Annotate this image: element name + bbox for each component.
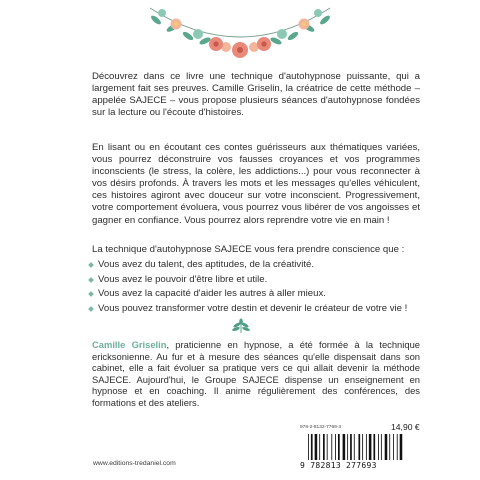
bullets-lead: La technique d'autohypnose SAJECE vous fera prendre conscience que : [92,244,405,255]
list-item: Vous pouvez transformer votre destin et devenir le créateur de votre vie ! [88,302,407,317]
list-item: Vous avez le pouvoir d'être libre et utile. [88,273,407,288]
benefits-list [88,258,407,316]
barcode-bar [362,434,363,460]
barcode-bar [385,434,388,460]
leaf-sprig-icon [226,318,256,334]
publisher-website: www.editions-tredaniel.com [93,460,176,467]
barcode-bar [400,434,403,460]
intro-paragraph: Découvrez dans ce livre une technique d'autohypnose puissante, qui a largement fait ses preuves. Camille Griselin, la créatrice de cette méthode – appelée SAJECE – vous propose plusieurs séances d'autohypnose fondées sur la lecture ou l'écoute d'histoires. [92,71,420,119]
barcode-bar [323,434,325,460]
barcode-bar [358,434,360,460]
barcode-bar [350,434,352,460]
barcode-bar [393,434,394,460]
barcode-number: 9 782813 277693 [300,461,377,470]
barcode-bar [311,434,313,460]
list-item: Vous avez du talent, des aptitudes, de la créativité. [88,258,407,273]
isbn-label: 978-2-8132-7769-3 [300,425,342,430]
barcode-bar [369,434,372,460]
author-name: Camille Griselin [92,339,167,350]
barcode-bar [343,434,346,460]
barcode-bar [315,434,318,460]
list-item: Vous avez la capacité d'aider les autres à aller mieux. [88,287,407,302]
barcode-bar [335,434,336,460]
barcode-bar [319,434,320,460]
barcode-bar [331,434,332,460]
barcode-bar [389,434,390,460]
description-paragraph: En lisant ou en écoutant ces contes guérisseurs aux thématiques variées, vous pourrez déconstruire vos fausses croyances et vos programmes inconscients (le stress, la colère, les addictions...) pour vous reconnecter à vos désirs profonds. À travers les mots et les messages qu'elles véhiculent, ces histoires agiront avec douceur sur votre inconscient. Progressivement, votre comportement évoluera, vous pourrez vous libérer de vos angoisses et gagner en confiance. Vous pourrez alors reprendre votre vie en main ! [92,142,420,226]
barcode-bar [381,434,382,460]
barcode [306,434,416,460]
barcode-bar [373,434,375,460]
price-label: 14,90 € [391,422,420,432]
barcode-bar [354,434,355,460]
barcode-bar [338,434,340,460]
barcode-bar [366,434,367,460]
barcode-bar [308,434,309,460]
author-bio [92,339,420,409]
floral-wreath-decoration [0,0,480,62]
barcode-bar [397,434,398,460]
barcode-bar [347,434,348,460]
barcode-bar [378,434,379,460]
author-bio-text: , praticienne en hypnose, a été formée à la technique ericksonienne. Au fur et à mesure des séances qu'elle dispensait dans son cabinet, elle a fait évoluer sa pratique vers ce qui allait devenir la méthode SAJECE. Aujourd'hui, le Groupe SAJECE dispense un enseignement en hypnose et en coaching. Il anime régulièrement des conférences, des formations et des ateliers. [92,339,420,408]
barcode-bar [327,434,328,460]
